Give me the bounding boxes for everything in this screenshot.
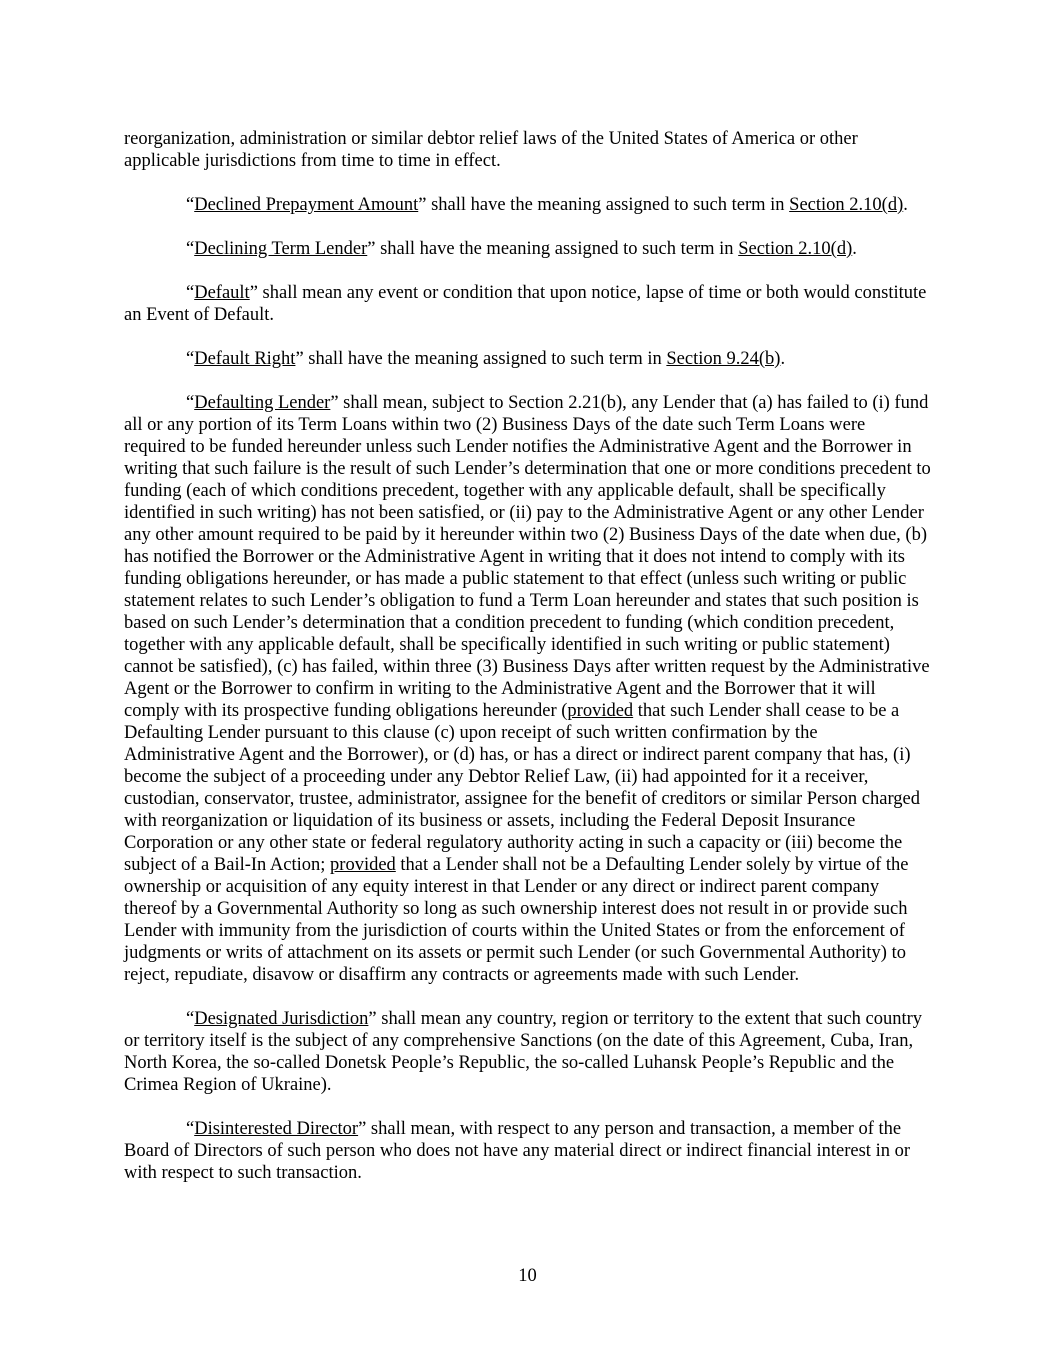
definition-defaulting-lender: “Defaulting Lender” shall mean, subject to Section 2.21(b), any Lender that (a) has failed to (i) fund all or any portion of its Term Loans within two (2) Business Days of the date such Term Loans were required to be funded hereunder unless such Lender notifies the Administrative Agent and the Borrower in writing that such failure is the result of such Lender’s determination that one or more conditions precedent to funding (each of which conditions precedent, together with any applicable default, shall be specifically identified in such writing) has not been satisfied, or (ii) pay to the Administrative Agent or any other Lender any other amount required to be paid by it hereunder within two (2) Business Days of the date when due, (b) has notified the Borrower or the Administrative Agent in writing that it does not intend to comply with its funding obligations hereunder, or has made a public statement to that effect (unless such writing or public statement relates to such Lender’s obligation to fund a Term Loan hereunder and states that such position is based on such Lender’s determination that a condition precedent to funding (which condition precedent, together with any applicable default, shall be specifically identified in such writing or public statement) cannot be satisfied), (c) has failed, within three (3) Business Days after written request by the Administrative Agent or the Borrower to confirm in writing to the Administrative Agent and the Borrower that it will comply with its prospective funding obligations hereunder (provided that such Lender shall cease to be a Defaulting Lender pursuant to this clause (c) upon receipt of such written confirmation by the Administrative Agent and the Borrower), or (d) has, or has a direct or indirect parent company that has, (i) become the subject of a proceeding under any Debtor Relief Law, (ii) had appointed for it a receiver, custodian, conservator, trustee, administrator, assignee for the benefit of creditors or similar Person charged with reorganization or liquidation of its business or assets, including the Federal Deposit Insurance Corporation or any other state or federal regulatory authority acting in such a capacity or (iii) become the subject of a Bail-In Action; provided that a Lender shall not be a Defaulting Lender solely by virtue of the ownership or acquisition of any equity interest in that Lender or any direct or indirect parent company thereof by a Governmental Authority so long as such ownership interest does not result in or provide such Lender with immunity from the jurisdiction of courts within the United States or from the enforcement of judgments or writs of attachment on its assets or permit such Lender (or such Governmental Authority) to reject, repudiate, disavow or disaffirm any contracts or agreements made with such Lender.	[124, 393, 931, 985]
definition-declined-prepayment-amount: “Declined Prepayment Amount” shall have the meaning assigned to such term in Section 2.10(d).	[186, 195, 908, 215]
page-number: 10	[518, 1266, 537, 1286]
definition-disinterested-director: “Disinterested Director” shall mean, with respect to any person and transaction, a member of the Board of Directors of such person who does not have any material direct or indirect financial interest in or with respect to such transaction.	[124, 1119, 910, 1183]
paragraph-continuation-debtor-relief-laws: reorganization, administration or similar debtor relief laws of the United States of America or other applicable jurisdictions from time to time in effect.	[124, 129, 858, 171]
definition-designated-jurisdiction: “Designated Jurisdiction” shall mean any country, region or territory to the extent that such country or territory itself is the subject of any comprehensive Sanctions (on the date of this Agreement, Cuba, Iran, North Korea, the so-called Donetsk People’s Republic, the so-called Luhansk People’s Republic and the Crimea Region of Ukraine).	[124, 1009, 923, 1095]
definition-default: “Default” shall mean any event or condition that upon notice, lapse of time or both would constitute an Event of Default.	[124, 283, 927, 325]
definition-default-right: “Default Right” shall have the meaning assigned to such term in Section 9.24(b).	[186, 349, 786, 369]
definition-declining-term-lender: “Declining Term Lender” shall have the meaning assigned to such term in Section 2.10(d).	[186, 239, 857, 259]
